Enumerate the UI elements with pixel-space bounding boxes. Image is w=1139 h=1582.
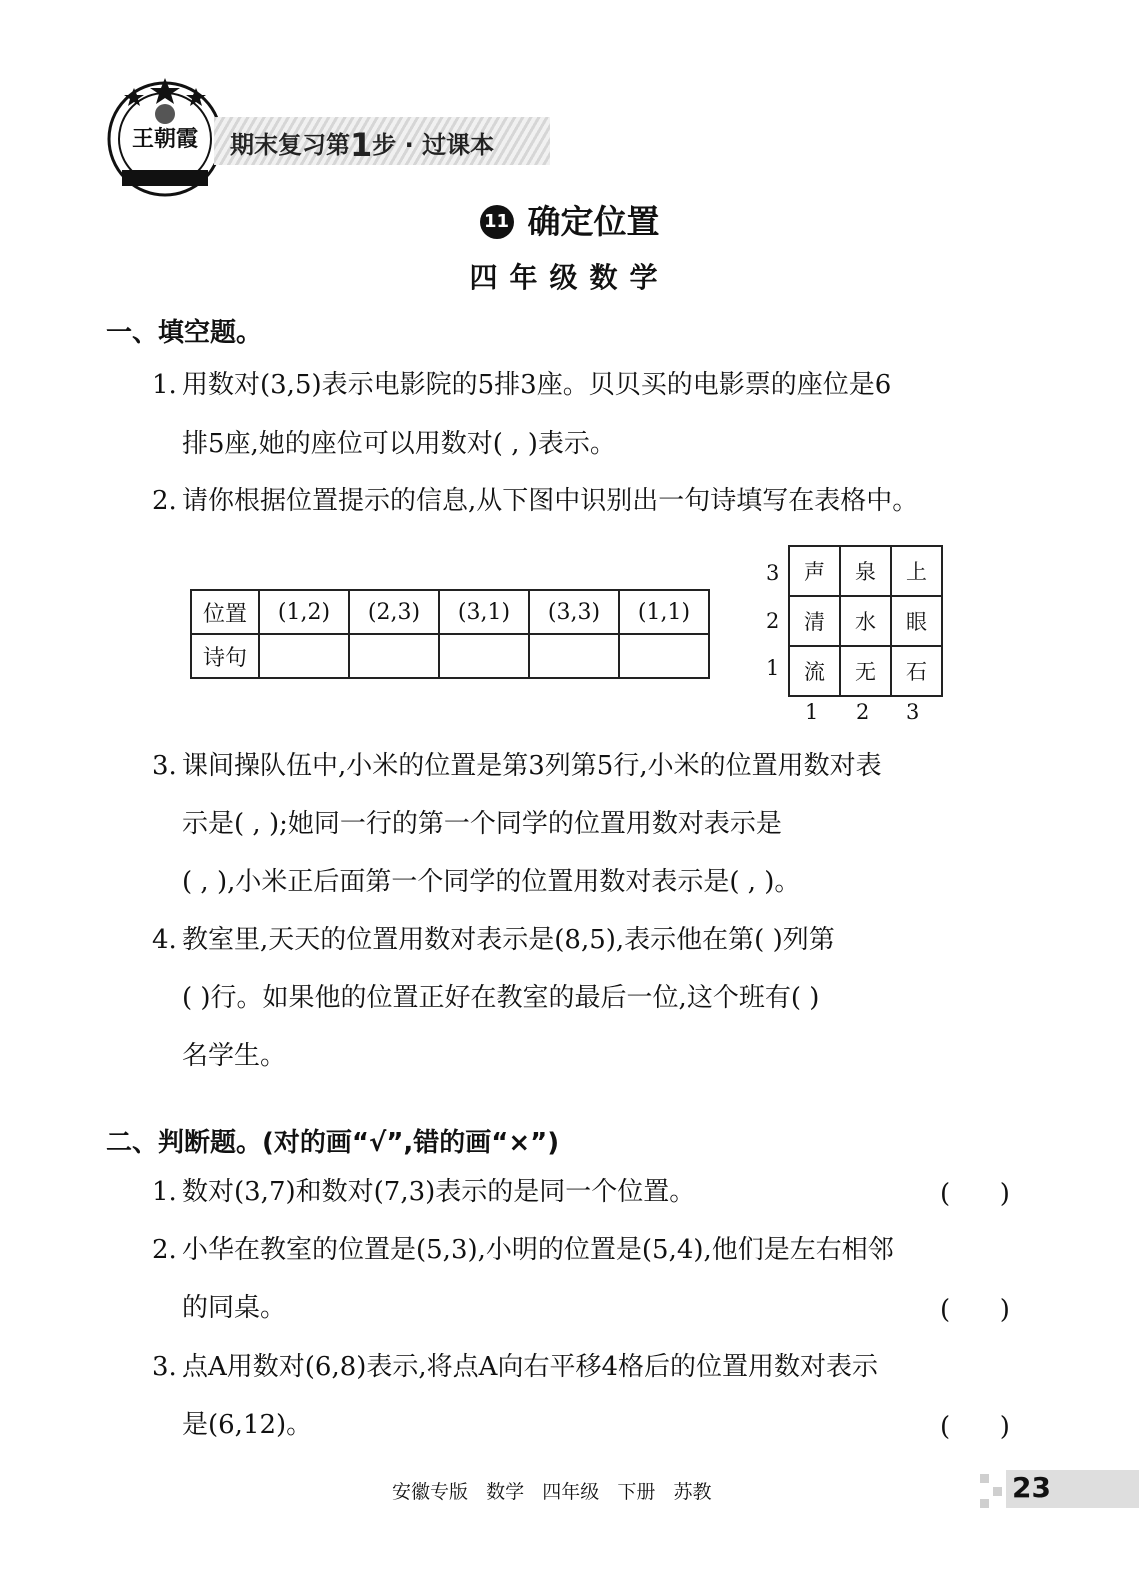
answer-paren[interactable]: ( ) <box>940 1295 1010 1325</box>
question-text: 名学生。 <box>182 1041 287 1071</box>
question-text: ( )行。如果他的位置正好在教室的最后一位,这个班有( ) <box>182 983 820 1013</box>
table-cell-position: (2,3) <box>349 590 439 634</box>
question-text: 课间操队伍中,小米的位置是第3列第5行,小米的位置用数对表 <box>182 751 882 781</box>
svg-text:王朝霞: 王朝霞 <box>131 126 199 152</box>
question-text: 数对(3,7)和数对(7,3)表示的是同一个位置。 <box>182 1177 696 1207</box>
table-cell-position: (3,3) <box>529 590 619 634</box>
question-text: 请你根据位置提示的信息,从下图中识别出一句诗填写在表格中。 <box>182 486 919 516</box>
table-row <box>191 634 709 678</box>
publisher-logo <box>104 76 226 198</box>
grid-row <box>789 546 942 596</box>
question-number: 1. <box>152 370 177 400</box>
grid-y-label: 2 <box>766 609 780 633</box>
grid-cell: 无 <box>840 646 891 696</box>
answer-blank-cell[interactable] <box>349 634 439 678</box>
question-text: 排5座,她的座位可以用数对( , )表示。 <box>182 429 616 459</box>
question-number: 3. <box>152 751 177 781</box>
answer-blank-cell[interactable] <box>439 634 529 678</box>
grid-cell: 泉 <box>840 546 891 596</box>
grid-row <box>789 646 942 696</box>
table-cell-position: (3,1) <box>439 590 529 634</box>
grid-cell: 流 <box>789 646 840 696</box>
table-cell-position: (1,2) <box>259 590 349 634</box>
question-text: 的同桌。 <box>182 1293 287 1323</box>
grid-cell: 清 <box>789 596 840 646</box>
table-header-position: 位置 <box>191 590 259 634</box>
grid-cell: 石 <box>891 646 942 696</box>
title-text: 确定位置 <box>527 202 660 241</box>
answer-blank-cell[interactable] <box>259 634 349 678</box>
question-number: 2. <box>152 486 177 516</box>
page-title <box>0 196 1139 243</box>
question-text: 用数对(3,5)表示电影院的5排3座。贝贝买的电影票的座位是6 <box>182 370 892 400</box>
question-text: 教室里,天天的位置用数对表示是(8,5),表示他在第( )列第 <box>182 925 835 955</box>
grid-x-label: 1 <box>805 700 819 724</box>
grid-cell: 水 <box>840 596 891 646</box>
section-heading-fill-blank: 一、填空题。 <box>106 318 263 348</box>
grid-x-label: 3 <box>906 700 920 724</box>
grid-x-label: 2 <box>856 700 870 724</box>
question-text: 点A用数对(6,8)表示,将点A向右平移4格后的位置用数对表示 <box>182 1352 878 1382</box>
answer-paren[interactable]: ( ) <box>940 1412 1010 1442</box>
question-number: 2. <box>152 1235 177 1265</box>
question-text: 是(6,12)。 <box>182 1410 313 1440</box>
section-heading-true-false: 二、判断题。(对的画“√”,错的画“×”) <box>106 1128 560 1158</box>
footer-text: 安徽专版 数学 四年级 下册 苏教 <box>392 1481 712 1503</box>
poem-answer-table <box>190 589 710 679</box>
question-text: 小华在教室的位置是(5,3),小明的位置是(5,4),他们是左右相邻 <box>182 1235 894 1265</box>
grid-cell: 声 <box>789 546 840 596</box>
decor-square <box>980 1499 989 1508</box>
answer-paren[interactable]: ( ) <box>940 1179 1010 1209</box>
answer-blank-cell[interactable] <box>619 634 709 678</box>
grid-row <box>789 596 942 646</box>
header-banner-text: 期末复习第1步 · 过课本 <box>230 126 495 164</box>
page-subtitle: 四年级数学 <box>469 261 670 294</box>
question-number: 4. <box>152 925 177 955</box>
grid-cell: 眼 <box>891 596 942 646</box>
table-header-poem: 诗句 <box>191 634 259 678</box>
table-row <box>191 590 709 634</box>
grid-cell: 上 <box>891 546 942 596</box>
character-grid <box>788 545 943 697</box>
decor-square <box>993 1487 1002 1496</box>
question-number: 1. <box>152 1177 177 1207</box>
question-text: ( , ),小米正后面第一个同学的位置用数对表示是( , )。 <box>182 867 801 897</box>
question-number: 3. <box>152 1352 177 1382</box>
page-number: 23 <box>1012 1471 1051 1504</box>
decor-square <box>980 1474 989 1483</box>
table-cell-position: (1,1) <box>619 590 709 634</box>
grid-y-label: 3 <box>766 561 780 585</box>
unit-number-badge: 11 <box>480 205 514 239</box>
question-text: 示是( , );她同一行的第一个同学的位置用数对表示是 <box>182 809 782 839</box>
answer-blank-cell[interactable] <box>529 634 619 678</box>
grid-y-label: 1 <box>766 656 780 680</box>
